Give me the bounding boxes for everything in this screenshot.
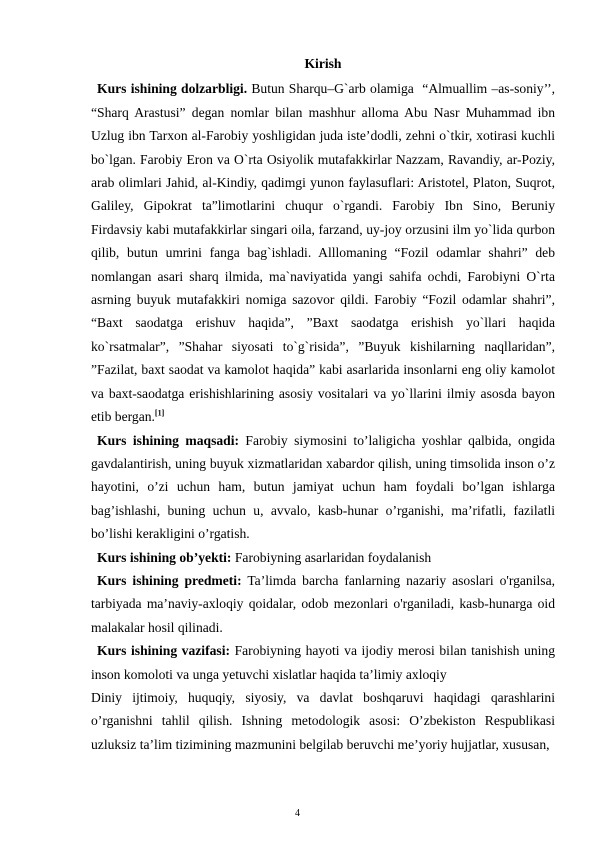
tasks-label: Kurs ishining vazifasi: <box>97 643 231 659</box>
continuation-text: Diniy ijtimoiy, huquqiy, siyosiy, va davlat boshqaruvi haqidagi qarashlarini o’rganishni tahlil qilish. Ishning metodologik asosi: O’zbekiston Respublikasi uzluksiz ta’lim tizimining mazmunini belgilab beruvchi me’yoriy hujjatlar, xususan, <box>91 689 555 752</box>
goal-text: Farobiy siymosini to’laligicha yoshlar qalbida, ongida gavdalantirish, uning buyuk xizmatlaridan xabardor qilish, uning timsolida inson o’z hayotini, o’zi uchun ham, butun jamiyat uchun ham foydali bo’lgan ishlarga bag’ishlashi, buning uchun u, avvalo, kasb-hunar o’rganishi, ma’rifatli, fazilatli bo’lishi kerakligini o’rgatish. <box>91 432 555 542</box>
tasks-text: Farobiyning hayoti va ijodiy merosi bilan tanishish uning inson komoloti va unga yetuvchi xislatlar haqida ta’limiy axloqiy <box>91 643 555 682</box>
relevance-text: Butun Sharqu–G`arb olamiga “Almuallim –as-soniy’’, “Sharq Arastusi” degan nomlar bilan mashhur alloma Abu Nasr Muhammad ibn Uzlug ibn Tarxon al-Farobiy yoshligidan juda iste’dodli, zehni o`tkir, xotirasi kuchli bo`lgan. Farobiy Eron va O`rta Osiyolik mutafakkirlar Nazzam, Ravandiy, ar-Poziy, arab olimlari Jahid, al-Kindiy, qadimgi yunon faylasuflari: Aristotel, Platon, Suqrot, Galiley, Gipokrat ta”limotlarini chuqur o`rgandi. Farobiy Ibn Sino, Beruniy Firdavsiy kabi mutafakkirlar singari oila, farzand, uy-joy orzusini ilm yo`lida qurbon qilib, butun umrini fanga bag`ishladi. Alllomaning “Fozil odamlar shahri” deb nomlangan asari sharq ilmida, ma`naviyatida yangi sahifa ochdi, Farobiyni O`rta asrning buyuk mutafakkiri nomiga sazovor qildi. Farobiy “Fozil odamlar shahri”, “Baxt saodatga erishuv haqida”, ”Baxt saodatga erishish yo`llari haqida ko`rsatmalar”, ”Shahar siyosati to`g`risida”, ”Buyuk kishilarning naqllaridan”, ”Fazilat, baxt saodat va kamolot haqida” kabi asarlarida insonlarni eng oliy kamolot va baxt-saodatga erishishlarining asosiy vositalari va yo`llarini ilmiy asosda bayon etib bergan. <box>91 81 556 425</box>
paragraph-tasks <box>91 639 555 686</box>
paragraph-continuation <box>91 686 555 756</box>
document-title: Kirish <box>304 56 342 71</box>
subject-text: Ta’limda barcha fanlarning nazariy asoslari o'rganilsa, tarbiyada ma’naviy-axloqiy qoidalar, odob mezonlari o'rganiladi, kasb-hunarga oid malakalar hosil qilinadi. <box>91 572 556 635</box>
paragraph-goal <box>91 429 555 546</box>
paragraph-subject <box>91 569 555 639</box>
page-number: 4 <box>295 808 300 819</box>
goal-label: Kurs ishining maqsadi: <box>97 432 240 448</box>
document-page <box>91 52 555 756</box>
object-text: Farobiyning asarlaridan foydalanish <box>231 549 432 565</box>
relevance-label: Kurs ishining dolzarbligi. <box>97 81 248 97</box>
paragraph-relevance <box>91 77 555 428</box>
subject-label: Kurs ishining predmeti: <box>97 572 242 588</box>
object-label: Kurs ishining ob’yekti: <box>97 549 232 565</box>
footnote-reference: [1] <box>154 408 165 418</box>
paragraph-object <box>91 546 555 569</box>
